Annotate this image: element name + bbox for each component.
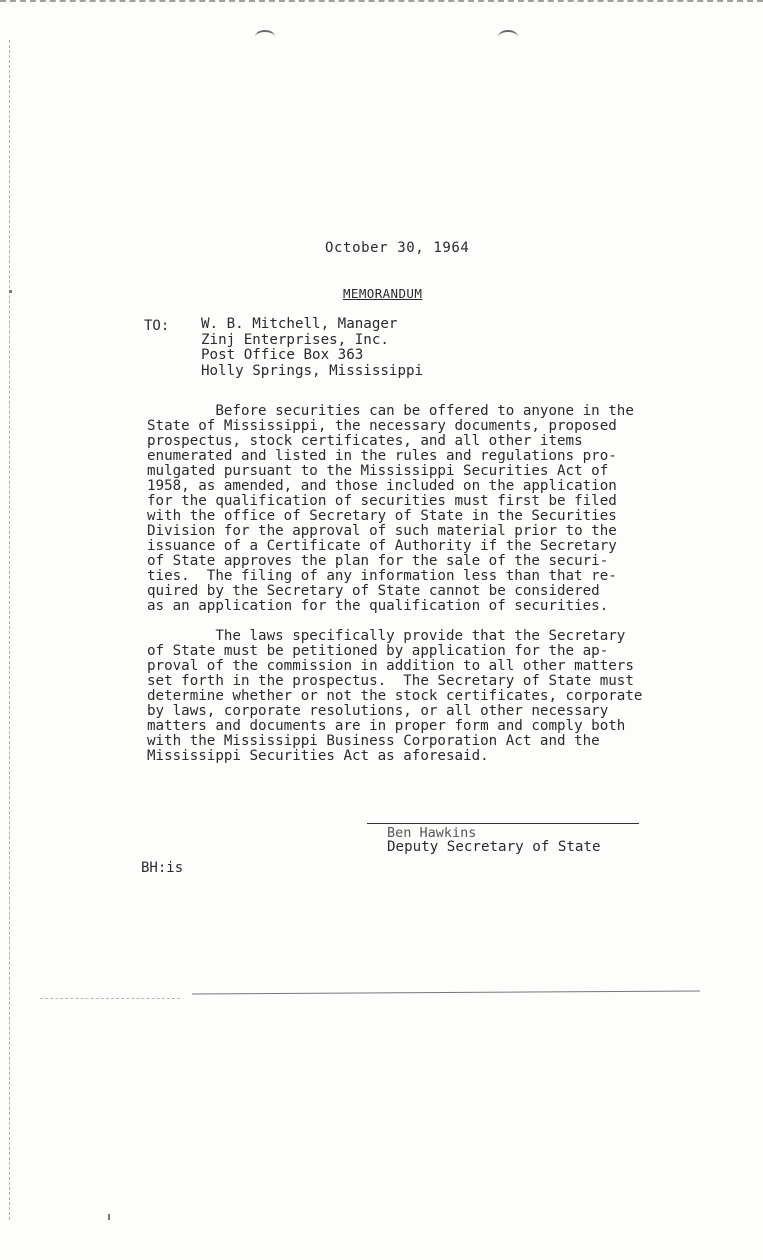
paragraph-line: Before securities can be offered to anyone in the	[147, 403, 634, 419]
recipient-line: Zinj Enterprises, Inc.	[201, 331, 389, 348]
left-scan-edge	[9, 40, 11, 1220]
paragraph-line: Division for the approval of such material prior to the	[147, 523, 617, 539]
paragraph-line: State of Mississippi, the necessary documents, proposed	[147, 418, 617, 434]
paragraph-line: for the qualification of securities must first be filed	[147, 493, 617, 509]
signature-name: Ben Hawkins	[387, 825, 477, 841]
signature-title: Deputy Secretary of State	[387, 839, 601, 855]
paragraph-line: issuance of a Certificate of Authority if the Secretary	[147, 538, 617, 554]
paragraph-line: with the Mississippi Business Corporation Act and the	[147, 733, 600, 749]
paragraph-line: by laws, corporate resolutions, or all other necessary	[147, 703, 609, 719]
to-label: TO:	[144, 318, 170, 334]
reference-initials: BH:is	[141, 860, 184, 876]
paragraph-line: prospectus, stock certificates, and all other items	[147, 433, 583, 449]
paragraph-line: proval of the commission in addition to all other matters	[147, 658, 634, 674]
memo-date: October 30, 1964	[325, 240, 470, 256]
punch-hole-mark-left	[255, 30, 275, 44]
paragraph-line: The laws specifically provide that the Secretary	[147, 628, 626, 644]
scan-speck	[108, 1214, 110, 1220]
body-paragraph-1	[147, 404, 634, 614]
paragraph-line: matters and documents are in proper form and comply both	[147, 718, 626, 734]
paragraph-line: mulgated pursuant to the Mississippi Securities Act of	[147, 463, 609, 479]
recipient-address	[201, 317, 423, 379]
paragraph-line: set forth in the prospectus. The Secretary of State must	[147, 673, 634, 689]
recipient-line: Holly Springs, Mississippi	[201, 362, 424, 379]
bottom-dotted-mark	[40, 998, 180, 999]
scan-speck	[9, 290, 12, 293]
punch-hole-mark-right	[498, 30, 518, 44]
paragraph-line: enumerated and listed in the rules and regulations pro-	[147, 448, 617, 464]
body-paragraph-2	[147, 629, 642, 764]
recipient-line: W. B. Mitchell, Manager	[201, 316, 398, 332]
paragraph-line: ties. The filing of any information less than that re-	[147, 568, 617, 584]
paragraph-line: 1958, as amended, and those included on the application	[147, 478, 617, 494]
paragraph-line: as an application for the qualification of securities.	[147, 598, 609, 614]
paragraph-line: quired by the Secretary of State cannot be considered	[147, 583, 600, 599]
paragraph-line: with the office of Secretary of State in the Securities	[147, 508, 617, 524]
paragraph-line: determine whether or not the stock certificates, corporate	[147, 688, 643, 704]
paragraph-line: of State approves the plan for the sale of the securi-	[147, 553, 609, 569]
top-perforation-edge	[0, 0, 763, 8]
recipient-line: Post Office Box 363	[201, 347, 364, 364]
memo-title: MEMORANDUM	[343, 286, 423, 301]
paragraph-line: of State must be petitioned by application for the ap-	[147, 643, 609, 659]
bottom-rule	[192, 990, 700, 994]
signature-line	[367, 823, 639, 824]
paragraph-line: Mississippi Securities Act as aforesaid.	[147, 748, 489, 764]
